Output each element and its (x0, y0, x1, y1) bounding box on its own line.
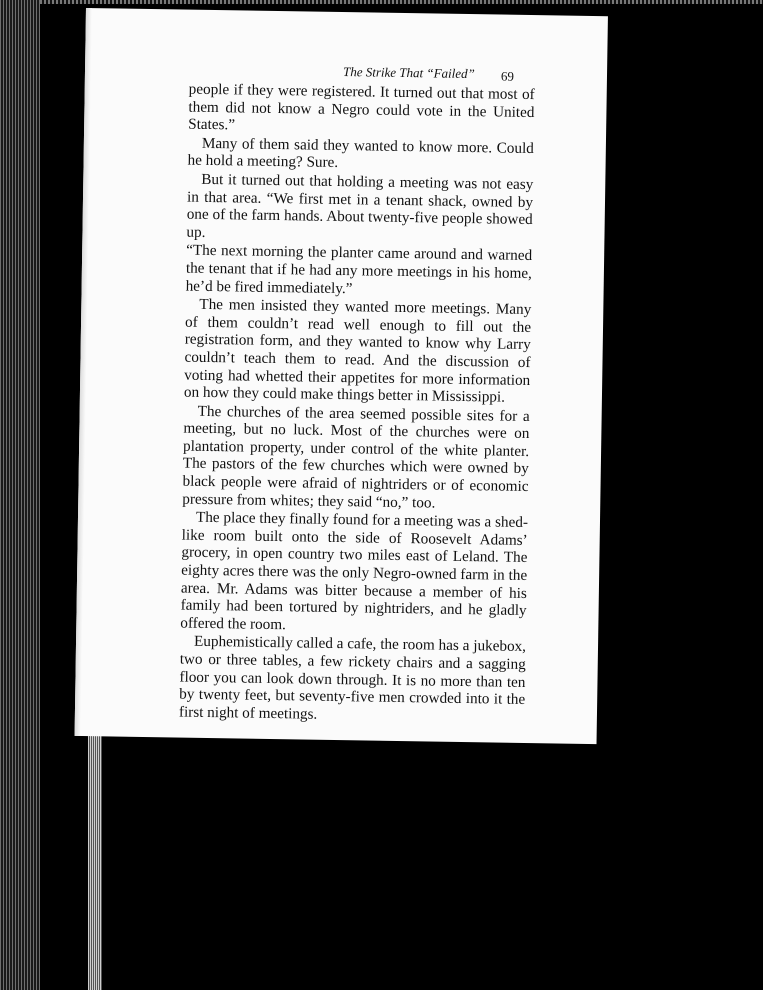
paragraph: Many of them said they wanted to know more. Could he hold a meeting? Sure. (187, 134, 534, 172)
scan-top-edge (0, 0, 763, 4)
page-number: 69 (500, 68, 515, 84)
paragraph: The men insisted they wanted more meetings. Many of them couldn’t read well enough to fill out the registration form, and they wanted to know why Larry couldn’t teach them to read. And the discussion of voting had whetted their appetites for more information on how they could make things better in Mississippi. (183, 295, 532, 406)
paragraph: But it turned out that holding a meeting was not easy in that area. “We first met in a tenant shack, owned by one of the farm hands. About twenty-five people showed up. (186, 170, 534, 241)
running-head: The Strike That “Failed” (342, 64, 475, 82)
paragraph: The churches of the area seemed possible sites for a meeting, but no luck. Most of the churches were on plantation property, under control of the white planter. The pastors of the few churches which were owned by black people were afraid of nightriders or of economic pressure from whites; they said “no,” too. (182, 402, 530, 512)
body-text (179, 81, 535, 727)
paragraph: The place they finally found for a meeting was a shed-like room built onto the side of Roosevelt Adams’ grocery, in open country two miles east of Leland. The eighty acres there was the only Negro-owned farm in the area. Mr. Adams was bitter because a member of his family had been tortured by nightriders, and he gladly offered the room. (180, 509, 529, 634)
scan-left-edge (0, 0, 40, 990)
paragraph: “The next morning the planter came around and warned the tenant that if he had any more meetings in his home, he’d be fired immediately.” (185, 241, 533, 297)
paragraph: people if they were registered. It turned out that most of them did not know a Negro could vote in the United States.” (188, 80, 535, 134)
paragraph: Euphemistically called a cafe, the room has a jukebox, two or three tables, a few rickety chairs and a sagging floor you can look down through. It is no more than ten by twenty feet, but seventy-five men crowded into it the first night of meetings. (178, 633, 527, 723)
book-page-edges (88, 700, 102, 990)
page-gutter-shadow (75, 8, 92, 736)
book-page (75, 8, 608, 744)
